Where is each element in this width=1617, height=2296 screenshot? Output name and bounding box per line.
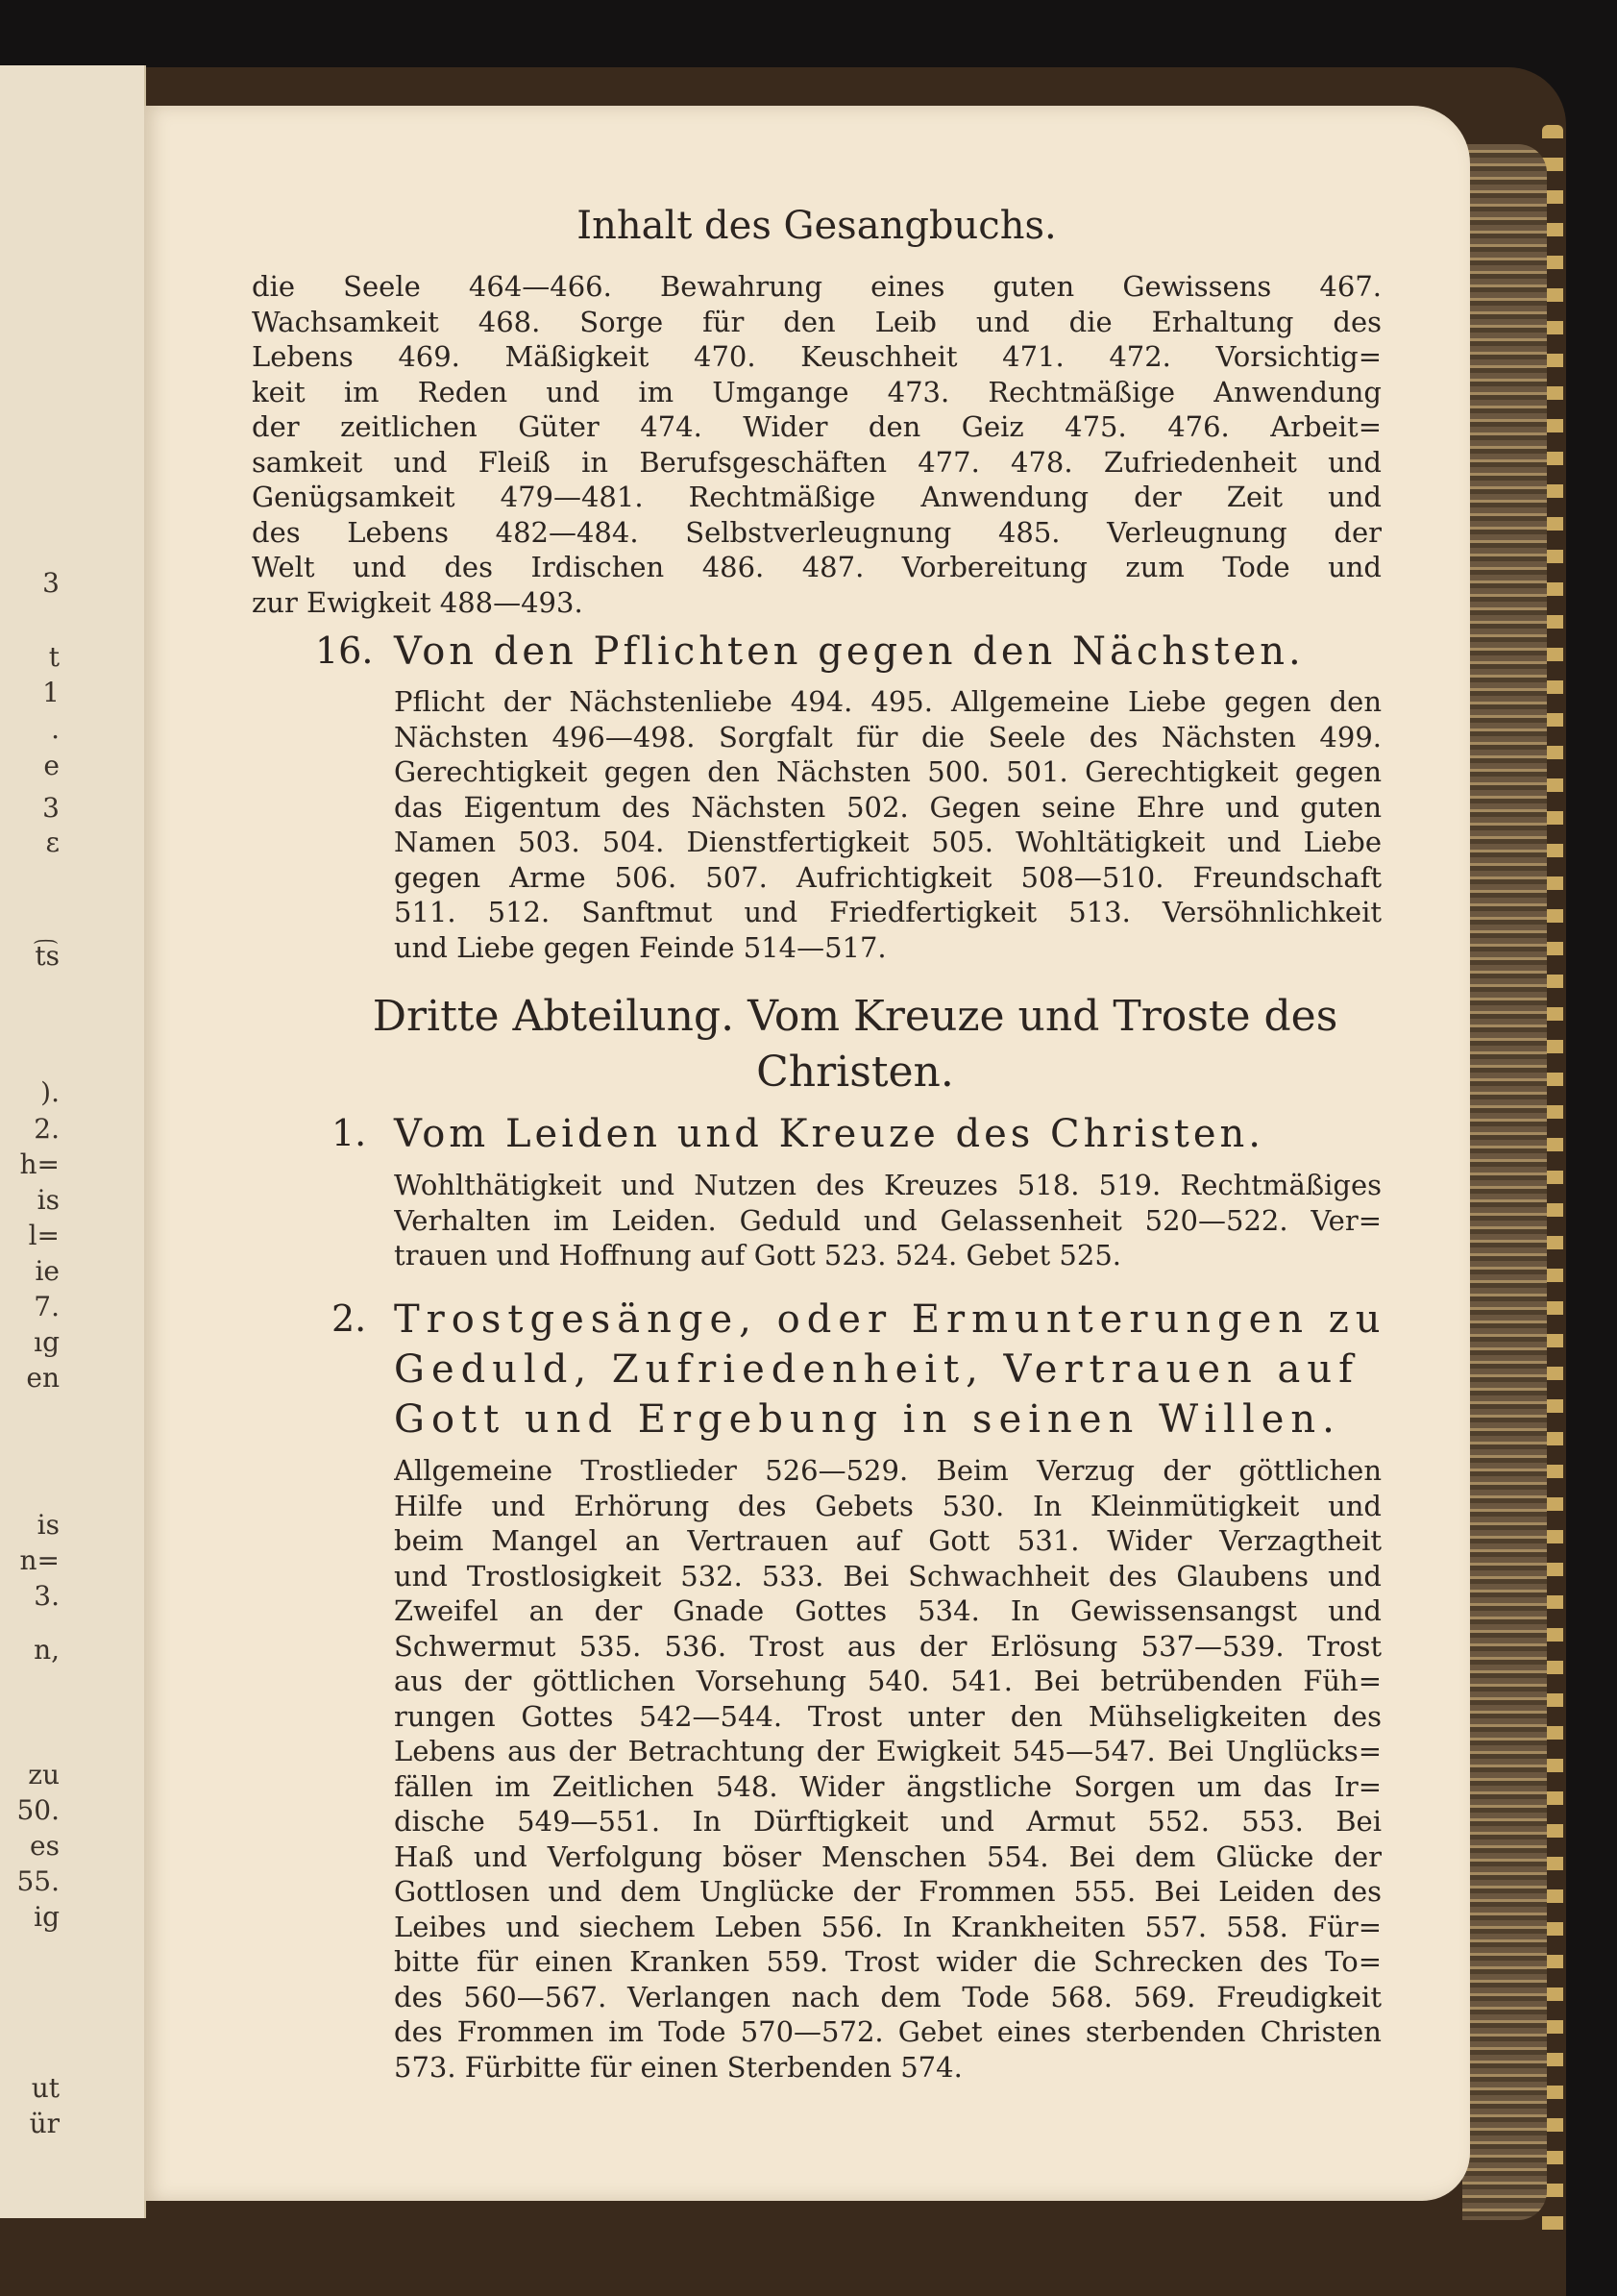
text-line: Zweifel an der Gnade Gottes 534. In Gewissensangst und (394, 1594, 1382, 1627)
section-16-body (394, 684, 1382, 965)
text-line: aus der göttlichen Vorsehung 540. 541. Bei betrübenden Füh= (394, 1665, 1382, 1697)
left-fragment: l= (28, 1220, 60, 1251)
text-line: samkeit und Fleiß in Berufsgeschäften 477. 478. Zufriedenheit und (252, 445, 1382, 479)
text-line: 511. 512. Sanftmut und Friedfertigkeit 513. Versöhnlichkeit (394, 896, 1382, 928)
left-fragment: h= (19, 1148, 60, 1180)
text-line: das Eigentum des Nächsten 502. Gegen seine Ehre und guten (394, 790, 1382, 824)
section-title: Trostgesänge, oder Ermunterungen zu (394, 1297, 1387, 1342)
intro-paragraph (252, 269, 1382, 620)
section-title: Vom Leiden und Kreuze des Christen. (394, 1112, 1265, 1156)
text-line: zur Ewigkeit 488—493. (252, 585, 583, 619)
text-line: Allgemeine Trostlieder 526—529. Beim Verzug der göttlichen (394, 1454, 1382, 1487)
left-fragment: ür (29, 2108, 60, 2139)
text-line: Genügsamkeit 479—481. Rechtmäßige Anwendung der Zeit und (252, 481, 1382, 513)
text-line: beim Mangel an Vertrauen auf Gott 531. Wider Verzagtheit (394, 1524, 1382, 1557)
text-line: fällen im Zeitlichen 548. Wider ängstliche Sorgen um das Ir= (394, 1769, 1382, 1803)
text-line: Haß und Verfolgung böser Menschen 554. Bei dem Glücke der (394, 1839, 1382, 1873)
left-fragment: es (30, 1830, 60, 1862)
section-number: 1. (331, 1112, 367, 1154)
left-fragment: en (26, 1362, 60, 1394)
text-line: Verhalten im Leiden. Geduld und Gelassenheit 520—522. Ver= (394, 1203, 1382, 1237)
left-fragment: 50. (16, 1794, 60, 1826)
section-title: Gott und Ergebung in seinen Willen. (394, 1397, 1341, 1442)
left-fragment: 3. (34, 1580, 60, 1612)
left-fragment: n= (19, 1544, 60, 1576)
text-line: Lebens aus der Betrachtung der Ewigkeit 545—547. Bei Unglücks= (394, 1735, 1382, 1767)
section-2-body (394, 1453, 1382, 2085)
text-line: bitte für einen Kranken 559. Trost wider die Schrecken des To= (394, 1945, 1382, 1978)
left-fragment: 7. (34, 1291, 60, 1322)
text-line: des Lebens 482—484. Selbstverleugnung 485. Verleugnung der (252, 515, 1382, 549)
left-fragment: ıg (34, 1326, 60, 1358)
left-fragment: n, (34, 1634, 60, 1666)
text-line: des Frommen im Tode 570—572. Gebet eines sterbenden Christen (394, 2015, 1382, 2048)
text-line: 573. Fürbitte für einen Sterbenden 574. (394, 2050, 963, 2084)
text-line: Lebens 469. Mäßigkeit 470. Keuschheit 471. 472. Vorsichtig= (252, 340, 1382, 373)
left-fragment: zu (28, 1759, 60, 1790)
text-line: trauen und Hoffnung auf Gott 523. 524. Gebet 525. (394, 1239, 1121, 1271)
section-title: Geduld, Zufriedenheit, Vertrauen auf (394, 1347, 1360, 1392)
text-line: Wohlthätigkeit und Nutzen des Kreuzes 518. 519. Rechtmäßiges (394, 1169, 1382, 1201)
text-line: Schwermut 535. 536. Trost aus der Erlösung 537—539. Trost (394, 1629, 1382, 1663)
left-fragment: is (37, 1509, 60, 1541)
text-line: gegen Arme 506. 507. Aufrichtigkeit 508—510. Freundschaft (394, 860, 1382, 894)
section-number: 2. (331, 1297, 367, 1340)
left-fragment: 3 (42, 567, 60, 599)
text-line: Leibes und siechem Leben 556. In Krankheiten 557. 558. Für= (394, 1910, 1382, 1943)
left-fragment: 3 (42, 792, 60, 824)
left-page (0, 65, 146, 2218)
left-fragment: ut (31, 2072, 60, 2104)
text-line: Hilfe und Erhörung des Gebets 530. In Kleinmütigkeit und (394, 1489, 1382, 1522)
text-line: rungen Gottes 542—544. Trost unter den Mühseligkeiten des (394, 1699, 1382, 1733)
text-line: keit im Reden und im Umgange 473. Rechtmäßige Anwendung (252, 375, 1382, 408)
left-fragment: 55. (16, 1865, 60, 1897)
text-line: Nächsten 496—498. Sorgfalt für die Seele des Nächsten 499. (394, 720, 1382, 753)
left-fragment: is (37, 1184, 60, 1216)
text-line: dische 549—551. In Dürftigkeit und Armut 552. 553. Bei (394, 1805, 1382, 1838)
text-line: Wachsamkeit 468. Sorge für den Leib und die Erhaltung des (252, 305, 1382, 338)
text-line: der zeitlichen Güter 474. Wider den Geiz 475. 476. Arbeit= (252, 410, 1382, 443)
text-line: und Liebe gegen Feinde 514—517. (394, 930, 887, 964)
page-title: Inhalt des Gesangbuchs. (576, 204, 1057, 248)
left-fragment: t͡s (35, 940, 60, 972)
text-line: die Seele 464—466. Bewahrung eines guten Gewissens 467. (252, 270, 1382, 303)
left-fragment: ie (35, 1255, 60, 1287)
text-line: und Trostlosigkeit 532. 533. Bei Schwachheit des Glaubens und (394, 1559, 1382, 1592)
left-fragment: 1 (42, 677, 60, 708)
section-1-body (394, 1168, 1382, 1273)
left-fragment: e (43, 750, 60, 781)
text-line: Gerechtigkeit gegen den Nächsten 500. 501. Gerechtigkeit gegen (394, 755, 1382, 788)
text-line: Welt und des Irdischen 486. 487. Vorbereitung zum Tode und (252, 551, 1382, 583)
left-fragment: . (51, 713, 60, 745)
text-line: Pflicht der Nächstenliebe 494. 495. Allgemeine Liebe gegen den (394, 685, 1382, 718)
text-line: Gottlosen und dem Unglücke der Frommen 555. Bei Leiden des (394, 1875, 1382, 1908)
section-title: Von den Pflichten gegen den Nächsten. (394, 630, 1305, 674)
page-edges (1462, 144, 1547, 2220)
left-fragment: ). (40, 1076, 60, 1108)
text-line: des 560—567. Verlangen nach dem Tode 568. 569. Freudigkeit (394, 1980, 1382, 2013)
left-fragment: ig (34, 1901, 60, 1933)
left-fragment: t (48, 641, 60, 673)
division-heading: Dritte Abteilung. Vom Kreuze und Troste des (372, 992, 1338, 1041)
left-fragment: ɛ (45, 827, 60, 858)
section-number: 16. (315, 630, 374, 672)
text-line: Namen 503. 504. Dienstfertigkeit 505. Wohltätigkeit und Liebe (394, 826, 1382, 858)
left-fragment: 2. (34, 1113, 60, 1145)
division-heading-cont: Christen. (756, 1048, 954, 1097)
